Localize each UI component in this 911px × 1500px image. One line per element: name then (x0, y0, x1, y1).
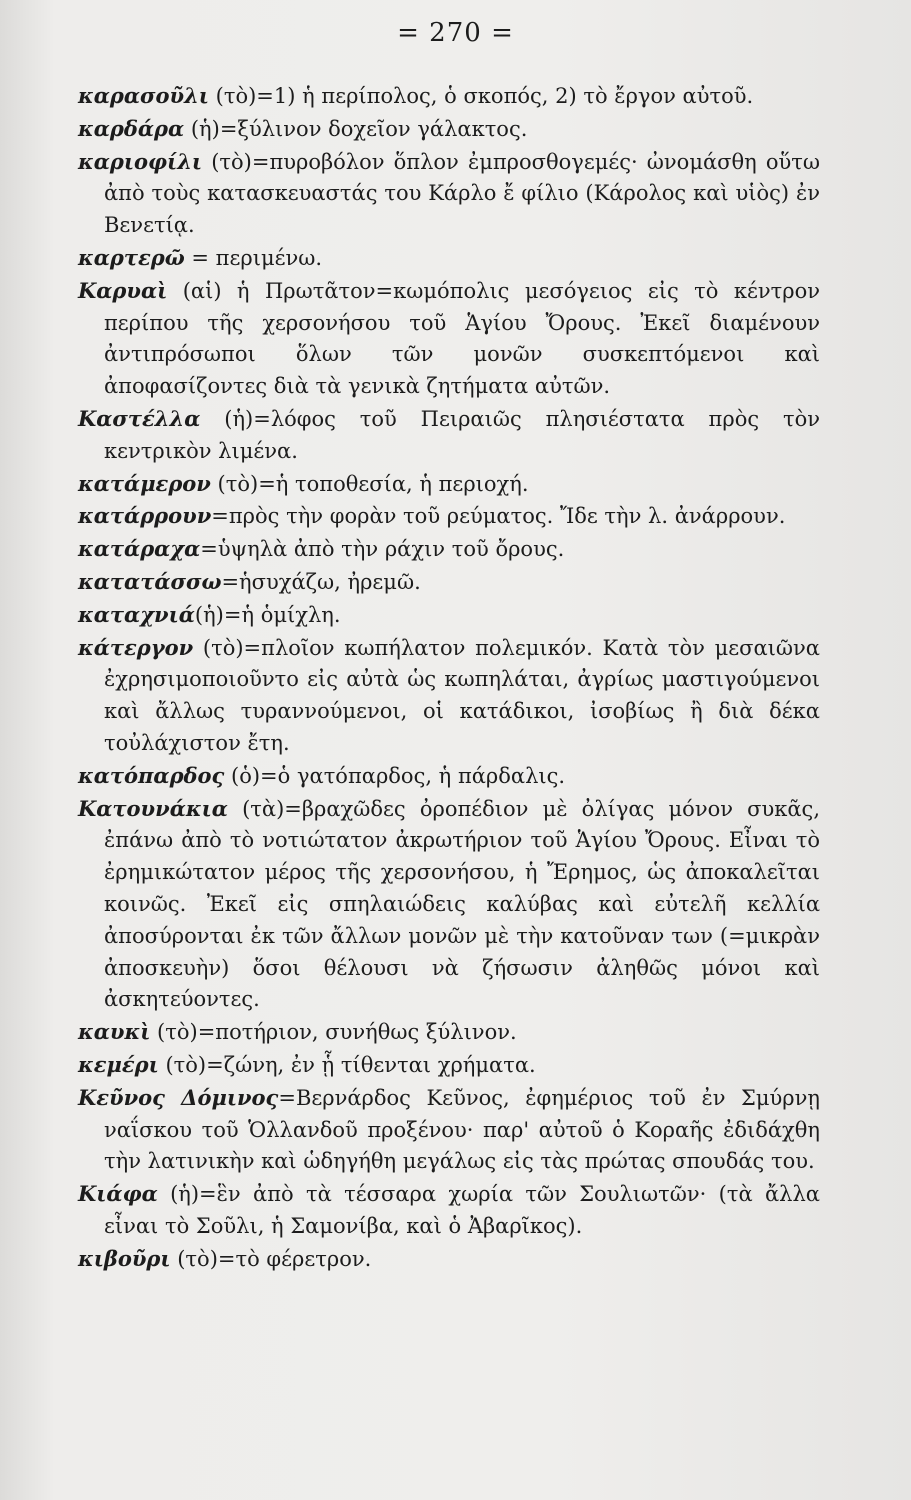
entry-definition: =ὑψηλὰ ἀπὸ τὴν ράχιν τοῦ ὄρους. (200, 537, 565, 562)
entry-headword: καριοφίλι (78, 148, 203, 174)
glossary-entry (78, 275, 820, 403)
entry-headword: Κεῦνος Δόμινος (78, 1084, 279, 1110)
glossary-entry (78, 599, 820, 632)
glossary-entry (78, 403, 820, 468)
entry-definition: =πρὸς τὴν φορὰν τοῦ ρεύματος. Ἴδε τὴν λ. ἀνάρρουν. (211, 504, 786, 529)
entry-definition: =Βερνάρδος Κεῦνος, ἐφημέριος τοῦ ἐν Σμύρνῃ ναΐσκου τοῦ Ὁλλανδοῦ προξένου· παρ' αὐτοῦ ὁ Κοραῆς ἐδιδάχθη τὴν λατινικὴν καὶ ὡδηγήθη μεγάλως εἰς τὰς πρώτας σπουδάς του. (104, 1085, 820, 1174)
entry-headword: Κιάφα (78, 1181, 158, 1207)
glossary-entry (78, 1178, 820, 1243)
glossary-entry (78, 1016, 820, 1049)
glossary-entry (78, 113, 820, 146)
entry-definition: (αἱ) ἡ Πρωτᾶτον=κωμόπολις μεσόγειος εἰς τὸ κέντρον περίπου τῆς χερσονήσου τοῦ Ἁγίου Ὄρους. Ἐκεῖ διαμένουν ἀντιπρόσωποι ὅλων τῶν μονῶν συσκεπτόμενοι καὶ ἀποφασίζοντες διὰ τὰ γενικὰ ζητήματα αὐτῶν. (104, 278, 820, 399)
entry-headword: κατάραχα (78, 536, 201, 562)
entry-definition: (τὸ)=πλοῖον κωπήλατον πολεμικόν. Κατὰ τὸν μεσαιῶνα ἐχρησιμοποιοῦντο εἰς αὐτὰ ὡς κωπηλάται, ἀγρίως μαστιγούμενοι καὶ ἄλλως τυραννούμενοι, οἱ κατάδικοι, ἰσοβίως ἢ διὰ δέκα τοὐλάχιστον ἔτη. (104, 635, 820, 755)
glossary-entry (78, 146, 820, 242)
glossary-entry (78, 566, 820, 599)
glossary-entry (78, 80, 820, 113)
entry-definition: (ἡ)=λόφος τοῦ Πειραιῶς πλησιέστατα πρὸς τὸν κεντρικὸν λιμένα. (104, 406, 820, 463)
glossary-entry (78, 533, 820, 566)
glossary-entry (78, 500, 820, 533)
glossary-entry (78, 632, 820, 760)
entry-headword: κεμέρι (78, 1051, 159, 1077)
entry-definition: (ἡ)=ξύλινον δοχεῖον γάλακτος. (184, 116, 528, 141)
glossary-entry (78, 1243, 820, 1276)
page-number: = 270 = (397, 18, 514, 48)
entry-definition: (ἡ)=ἓν ἀπὸ τὰ τέσσαρα χωρία τῶν Σουλιωτῶν· (τὰ ἄλλα εἶναι τὸ Σοῦλι, ἡ Σαμονίβα, καὶ ὁ Ἀβαρῖκος). (104, 1182, 820, 1238)
entry-headword: κατόπαρδος (78, 762, 225, 788)
entry-definition: (ὁ)=ὁ γατόπαρδος, ἡ πάρδαλις. (224, 763, 566, 788)
entry-headword: καρδάρα (78, 115, 185, 141)
glossary-entry (78, 1049, 820, 1082)
glossary-entry (78, 242, 820, 275)
glossary-entry (78, 760, 820, 793)
entry-definition: (τὸ)=τὸ φέρετρον. (170, 1246, 372, 1271)
entry-definition: (τὸ)=ζώνη, ἐν ᾗ τίθενται χρήματα. (158, 1052, 536, 1077)
glossary-entries (78, 80, 820, 1275)
entry-definition: (τὸ)=πυροβόλον ὅπλον ἐμπροσθογεμές· ὠνομάσθη οὕτω ἀπὸ τοὺς κατασκευαστάς του Κάρλο ἔ φίλιο (Κάρολος καὶ υἱὸς) ἐν Βενετίᾳ. (104, 149, 820, 238)
entry-definition: =ἡσυχάζω, ἠρεμῶ. (221, 569, 421, 594)
entry-headword: κάτεργον (78, 634, 194, 660)
entry-headword: κατάρρουν (78, 503, 212, 529)
entry-headword: καταχνιά (78, 601, 195, 627)
entry-headword: Καστέλλα (78, 405, 201, 431)
glossary-entry (78, 1082, 820, 1178)
entry-headword: Κατουνάκια (78, 795, 228, 821)
entry-headword: κατατάσσω (78, 568, 222, 594)
entry-definition: (τὸ)=1) ἡ περίπολος, ὁ σκοπός, 2) τὸ ἔργον αὐτοῦ. (208, 84, 754, 108)
entry-definition: (τὰ)=βραχῶδες ὀροπέδιον μὲ ὀλίγας μόνον συκᾶς, ἐπάνω ἀπὸ τὸ νοτιώτατον ἀκρωτήριον τοῦ Ἁγίου Ὄρους. Εἶναι τὸ ἐρημικώτατον μέρος τῆς χερσονήσου, ἡ Ἔρημος, ὡς ἀποκαλεῖται κοινῶς. Ἐκεῖ εἰς σπηλαιώδεις καλύβας καὶ εὐτελῆ κελλία ἀποσύρονται ἐκ τῶν ἄλλων μονῶν μὲ τὴν κατοῦναν των (=μικρὰν ἀποσκευὴν) ὅσοι θέλουσι νὰ ζήσωσιν ἀληθῶς μόνοι καὶ ἀσκητεύοντες. (104, 796, 820, 1012)
entry-headword: κιβοῦρι (78, 1245, 171, 1271)
entry-headword: καρτερῶ (78, 244, 185, 270)
entry-definition: (ἡ)=ἡ ὁμίχλη. (194, 602, 341, 627)
entry-headword: καυκὶ (78, 1019, 151, 1045)
glossary-entry (78, 468, 820, 501)
entry-definition: (τὸ)=ποτήριον, συνήθως ξύλινον. (150, 1020, 517, 1045)
glossary-entry (78, 793, 820, 1017)
entry-headword: Καρυαὶ (78, 277, 168, 303)
entry-headword: καρασοῦλι (78, 83, 209, 108)
entry-definition: (τὸ)=ἡ τοποθεσία, ἡ περιοχή. (210, 471, 529, 496)
entry-definition: = περιμένω. (184, 245, 323, 270)
entry-headword: κατάμερον (78, 470, 211, 496)
